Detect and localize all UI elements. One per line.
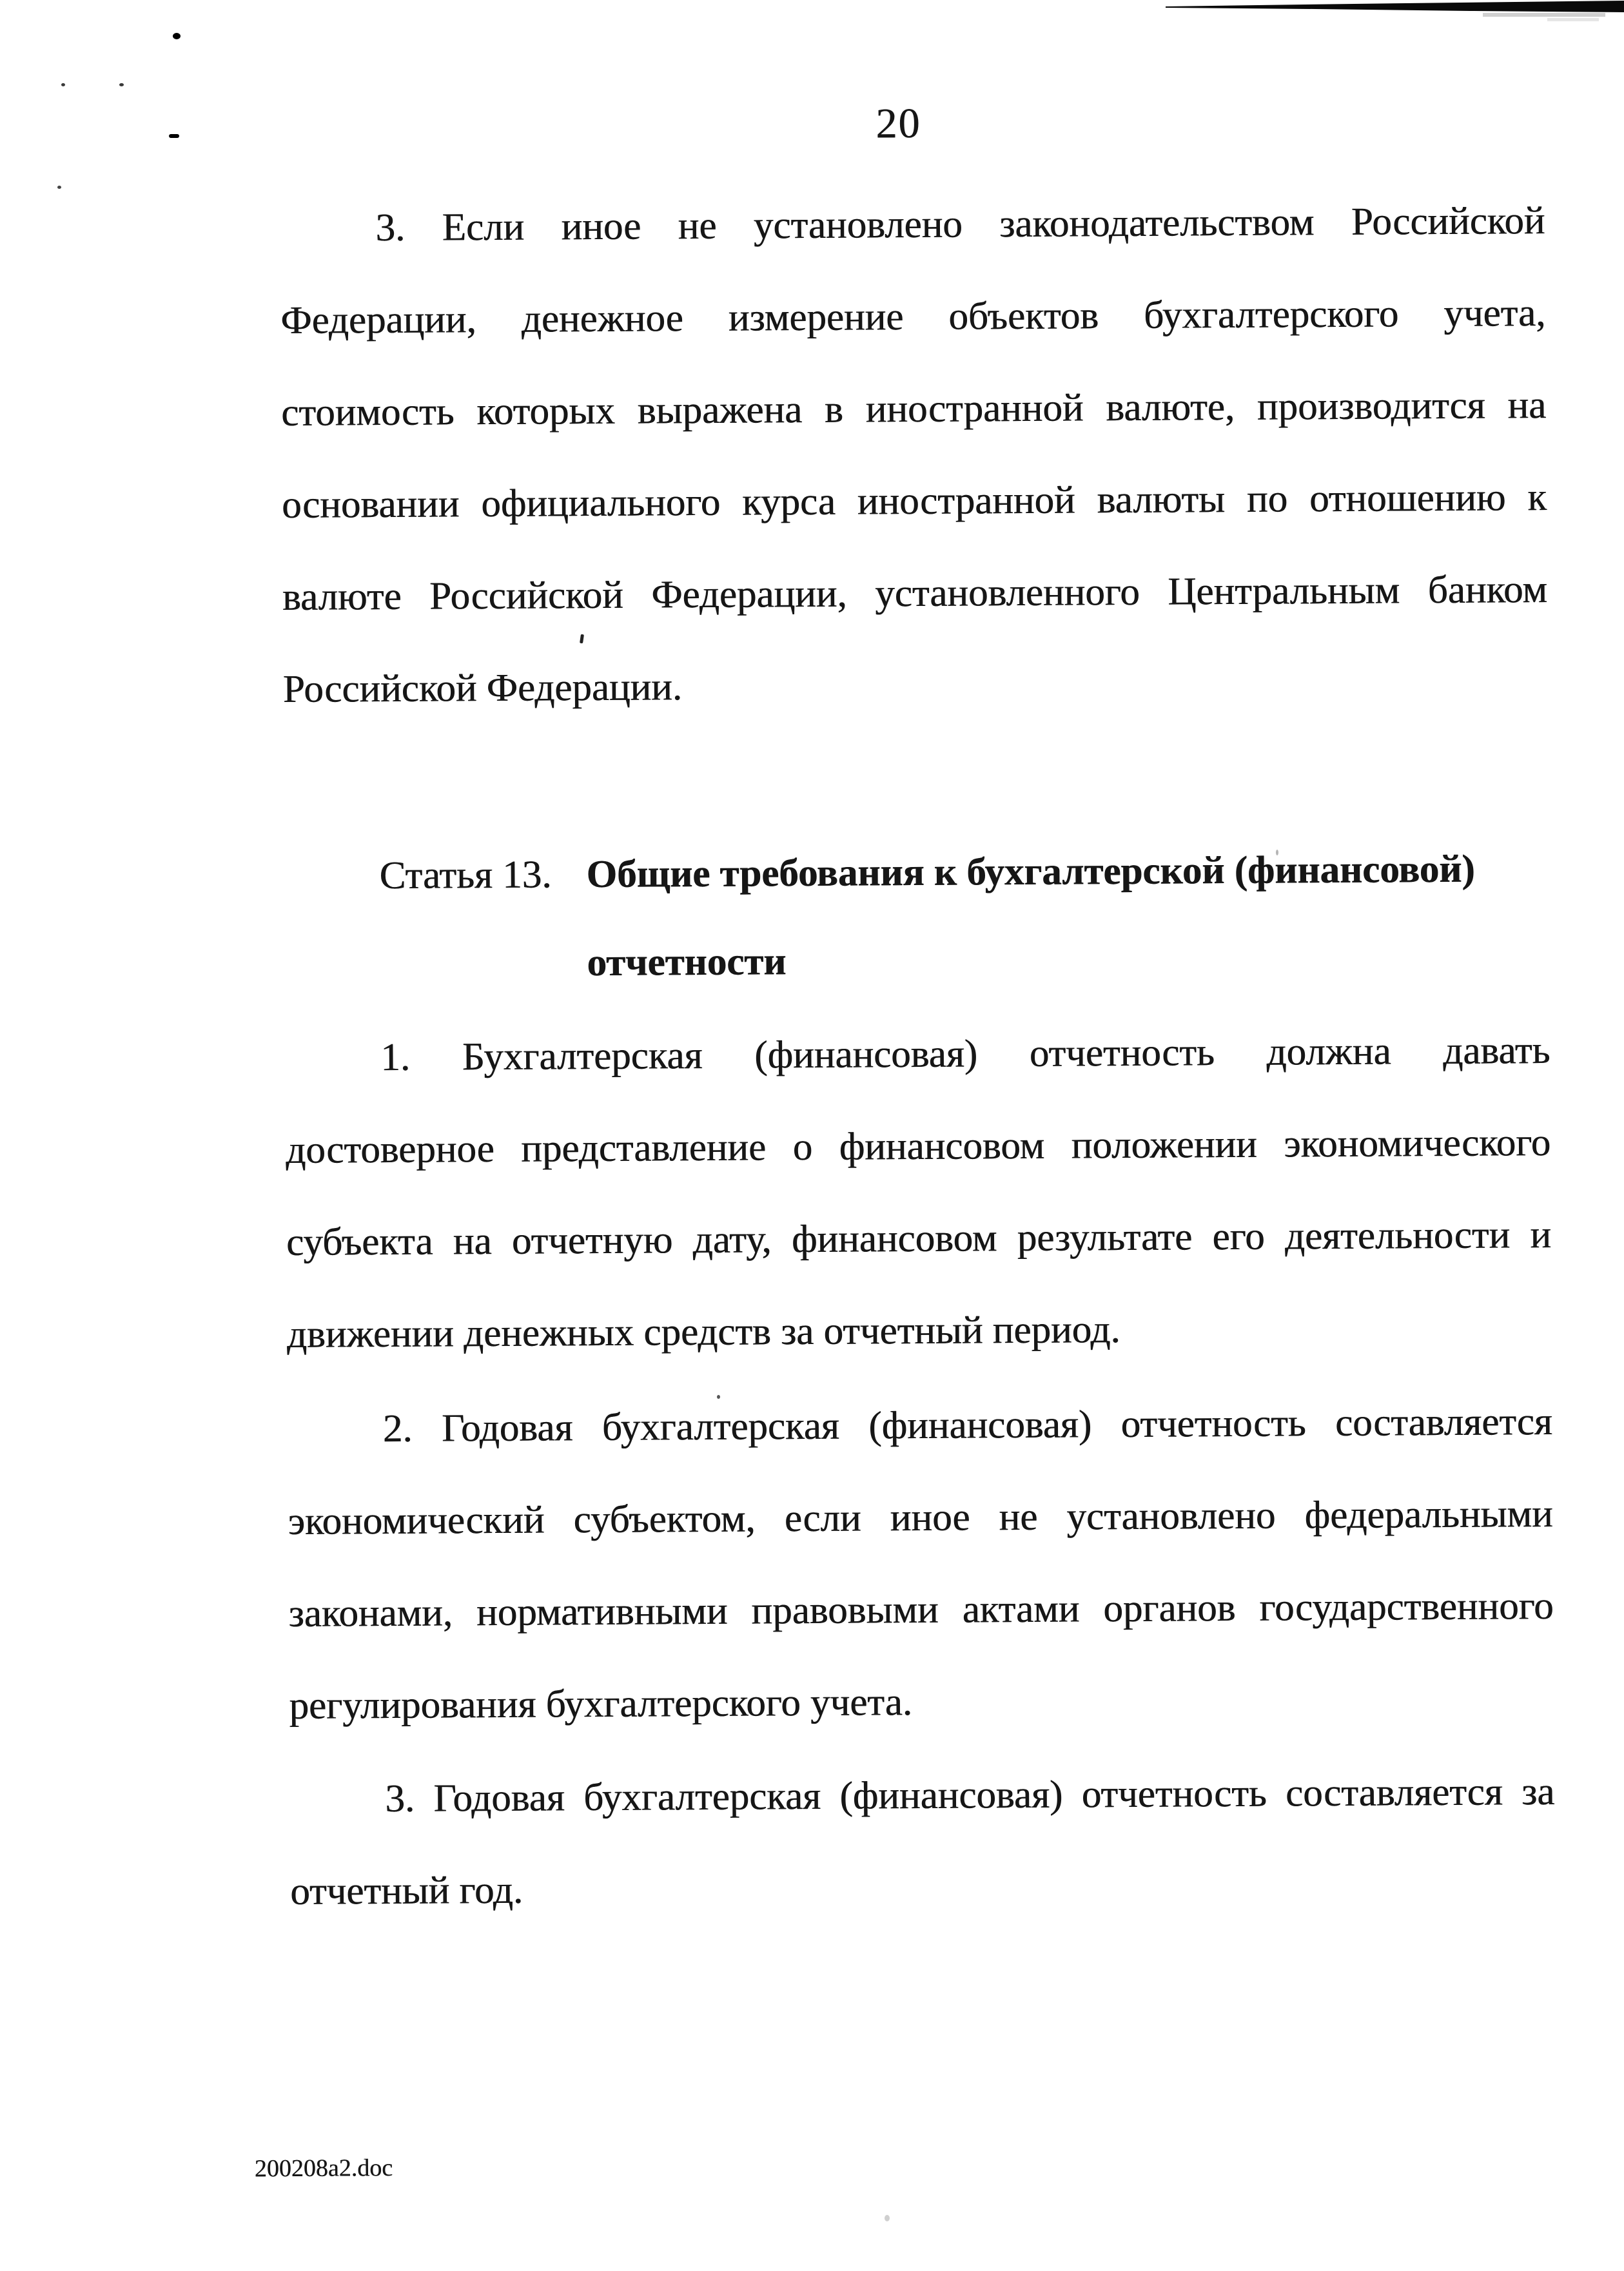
text-line: стоимость которых выражена в иностранной валюте, производится на	[280, 384, 1547, 435]
text-line: достоверное представление о финансовом положении экономического	[285, 1121, 1551, 1172]
text-line: законами, нормативными правовыми актами органов государственного	[288, 1584, 1554, 1635]
paragraph-item-1	[285, 1004, 1552, 1381]
paragraph-item-2	[287, 1376, 1554, 1752]
page-number: 20	[876, 99, 921, 148]
paragraph-item-3	[289, 1746, 1556, 1938]
text-line: 1. Бухгалтерская (финансовая) отчетность должна давать	[380, 1029, 1551, 1080]
text-line: регулирования бухгалтерского учета.	[289, 1681, 913, 1728]
article-number-label: Статья 13.	[379, 853, 552, 898]
text-line: 3. Если иное не установлено законодательством Российской	[375, 199, 1545, 250]
text-line: 3. Годовая бухгалтерская (финансовая) отчетность составляется за	[385, 1769, 1555, 1821]
text-line: Федерации, денежное измерение объектов бухгалтерского учета,	[280, 291, 1546, 343]
text-line: валюте Российской Федерации, установленного Центральным банком	[282, 568, 1548, 619]
text-line: Российской Федерации.	[282, 665, 683, 712]
text-block	[280, 175, 1556, 1938]
text-line: отчетности	[587, 940, 787, 985]
text-line: отчетный год.	[289, 1868, 523, 1913]
article-13-heading	[284, 824, 1550, 1009]
text-line: субъекта на отчетную дату, финансовом результате его деятельности и	[286, 1213, 1552, 1264]
text-line: 2. Годовая бухгалтерская (финансовая) отчетность составляется	[382, 1399, 1552, 1451]
text-line: движении денежных средств за отчетный период.	[286, 1308, 1120, 1356]
text-line: основании официального курса иностранной валюты по отношению к	[281, 476, 1547, 527]
text-line: Общие требования к бухгалтерской (финансовой)	[586, 847, 1475, 897]
article-title	[586, 824, 1550, 1007]
paragraph-currency-measurement	[280, 175, 1548, 736]
text-line: экономический субъектом, если иное не установлено федеральными	[288, 1492, 1553, 1543]
footer-filename: 200208a2.doc	[254, 2154, 393, 2183]
